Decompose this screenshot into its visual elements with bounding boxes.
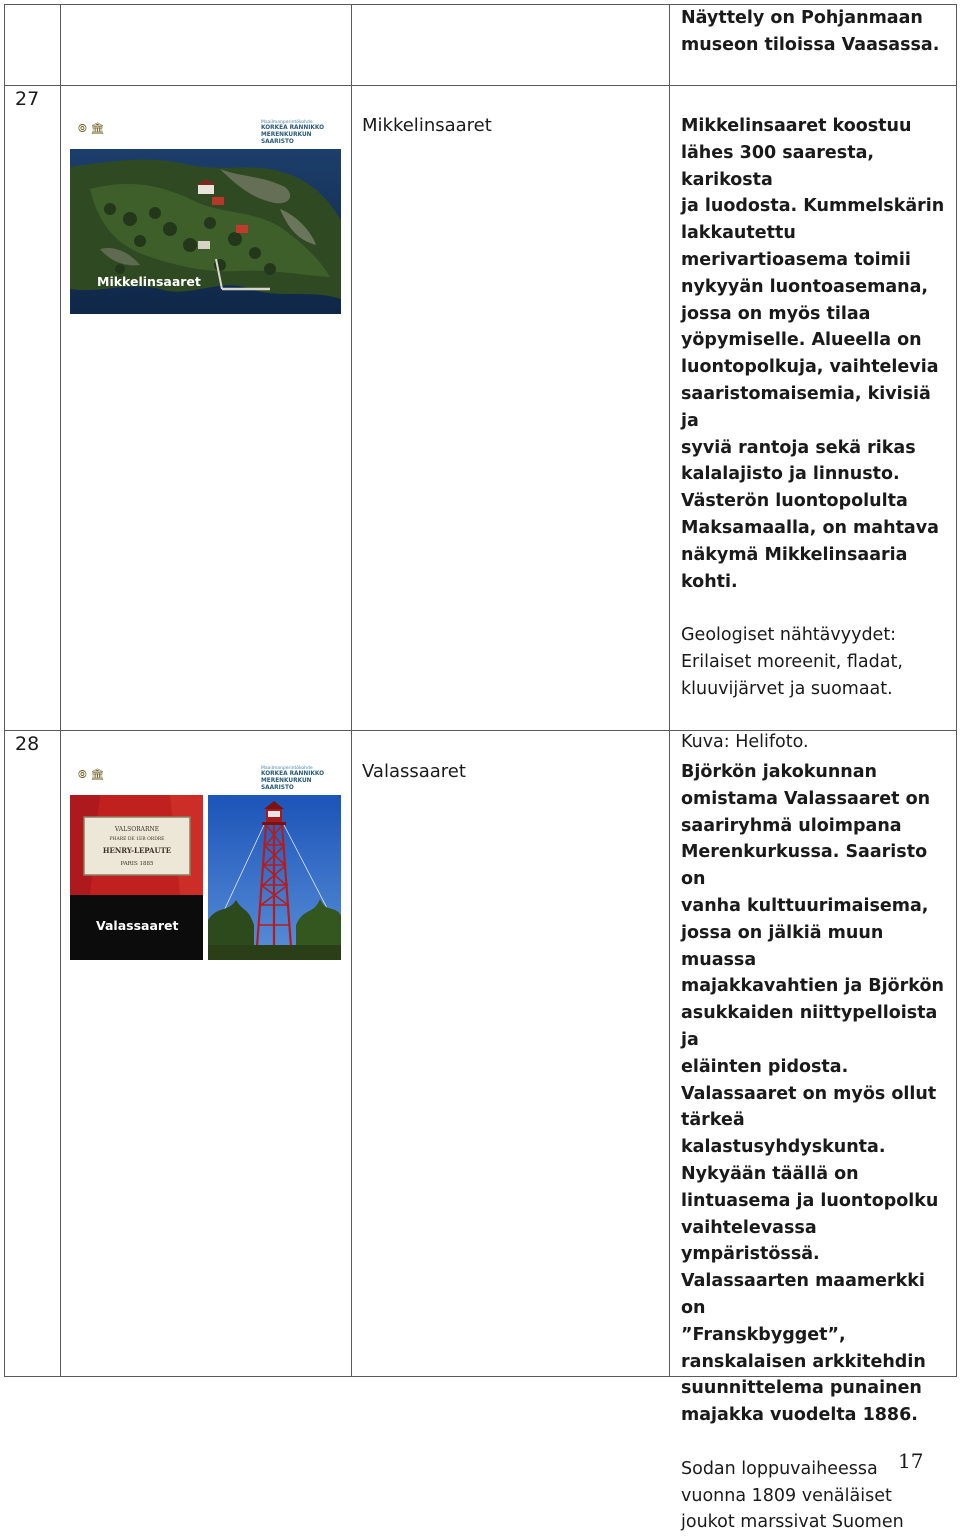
description-line: Maksamaalla, on mahtava bbox=[681, 517, 939, 538]
plaque-text: PARIS 1885 bbox=[120, 861, 154, 867]
site-name: Valassaaret bbox=[362, 761, 466, 782]
description-line: saariryhmä uloimpana bbox=[681, 815, 902, 836]
red-lighthouse-photo bbox=[208, 795, 341, 960]
row-27-description bbox=[681, 113, 953, 756]
unesco-emblem-icon: ⦾ bbox=[78, 768, 87, 781]
card-label: Valassaaret bbox=[96, 918, 179, 933]
site-card-valassaaret bbox=[70, 766, 341, 961]
description-line: Näyttely on Pohjanmaan bbox=[681, 8, 923, 28]
description-line: tärkeä kalastusyhdyskunta. bbox=[681, 1110, 886, 1158]
description-line: majakka vuodelta 1886. bbox=[681, 1405, 918, 1426]
description-line: Sodan loppuvaiheessa bbox=[681, 1458, 878, 1479]
card-brand: Maailmanperintökohde KORKEA RANNIKKO MERENKURKUN SAARISTO bbox=[261, 120, 325, 145]
description-line: luontopolkuja, vaihtelevia bbox=[681, 357, 939, 378]
description-line: vaihtelevassa ympäristössä. bbox=[681, 1217, 820, 1265]
description-line: suunnittelema punainen bbox=[681, 1378, 922, 1399]
description-line: kohti. bbox=[681, 571, 738, 592]
description-line: syviä rantoja sekä rikas bbox=[681, 437, 916, 458]
description-line: nykyyän luontoasemana, bbox=[681, 276, 929, 297]
description-line: joukot marssivat Suomen bbox=[681, 1512, 904, 1533]
page-number: 17 bbox=[898, 1449, 924, 1473]
description-line: Merenkurkussa. Saaristo on bbox=[681, 842, 928, 890]
row-28-description bbox=[681, 759, 953, 1536]
description-line: jossa on myös tilaa bbox=[681, 303, 871, 324]
world-heritage-temple-icon: 🏛 bbox=[90, 768, 105, 781]
description-line: merivartioasema toimii bbox=[681, 249, 911, 270]
top-row-description bbox=[681, 5, 953, 59]
column-divider bbox=[669, 4, 670, 1377]
description-line: saaristomaisemia, kivisiä ja bbox=[681, 383, 931, 431]
description-line: vuonna 1809 venäläiset bbox=[681, 1485, 892, 1506]
plaque-text: VALSORARNE bbox=[114, 826, 160, 833]
description-line: yöpymiselle. Alueella on bbox=[681, 330, 922, 351]
description-line: omistama Valassaaret on bbox=[681, 788, 931, 809]
photo-credit: Kuva: Helifoto. bbox=[681, 732, 809, 753]
description-line: ja luodosta. Kummelskärin bbox=[681, 196, 945, 217]
description-line: Geologiset nähtävyydet: bbox=[681, 625, 897, 646]
aerial-island-photo bbox=[70, 149, 341, 314]
description-line: näkymä Mikkelinsaaria bbox=[681, 544, 908, 565]
description-line: museon tiloissa Vaasassa. bbox=[681, 34, 940, 55]
description-line: lintuasema ja luontopolku bbox=[681, 1190, 939, 1211]
description-line: kalalajisto ja linnusto. bbox=[681, 464, 900, 485]
site-card-mikkelinsaaret bbox=[70, 120, 341, 316]
row-number: 27 bbox=[15, 88, 40, 110]
world-heritage-temple-icon: 🏛 bbox=[90, 122, 105, 135]
site-name: Mikkelinsaaret bbox=[362, 115, 492, 136]
description-line: lähes 300 saaresta, karikosta bbox=[681, 142, 875, 190]
row-number: 28 bbox=[15, 733, 40, 755]
column-divider bbox=[60, 4, 61, 1377]
description-line: ranskalaisen arkkitehdin bbox=[681, 1351, 926, 1372]
description-line: kluuvijärvet ja suomaat. bbox=[681, 678, 893, 699]
description-line: Nykyään täällä on bbox=[681, 1163, 859, 1184]
description-line: majakkavahtien ja Björkön bbox=[681, 976, 944, 997]
description-line: lakkautettu bbox=[681, 223, 796, 244]
description-line: Mikkelinsaaret koostuu bbox=[681, 116, 912, 136]
row-divider bbox=[4, 85, 957, 86]
unesco-emblem-icon: ⦾ bbox=[78, 122, 87, 135]
description-line: asukkaiden niittypelloista ja bbox=[681, 1003, 938, 1050]
plaque-text: PHARE DE 1ER ORDRE bbox=[109, 837, 165, 842]
description-line: Västerön luontopolulta bbox=[681, 491, 908, 512]
description-line: jossa on jälkiä muun muassa bbox=[681, 922, 884, 970]
card-label: Mikkelinsaaret bbox=[97, 274, 201, 289]
description-line: Valassaarten maamerkki on bbox=[681, 1271, 925, 1318]
description-line: vanha kulttuurimaisema, bbox=[681, 895, 929, 916]
description-line: Erilaiset moreenit, fladat, bbox=[681, 651, 903, 672]
plaque-text: HENRY-LEPAUTE bbox=[102, 846, 172, 855]
description-line: Valassaaret on myös ollut bbox=[681, 1083, 937, 1104]
column-divider bbox=[351, 4, 352, 1377]
description-line: Björkön jakokunnan bbox=[681, 762, 878, 782]
lighthouse-plaque-photo bbox=[70, 795, 203, 960]
card-brand: Maailmanperintökohde KORKEA RANNIKKO MERENKURKUN SAARISTO bbox=[261, 766, 325, 791]
description-line: ”Franskbygget”, bbox=[681, 1324, 846, 1345]
description-line: eläinten pidosta. bbox=[681, 1056, 849, 1077]
